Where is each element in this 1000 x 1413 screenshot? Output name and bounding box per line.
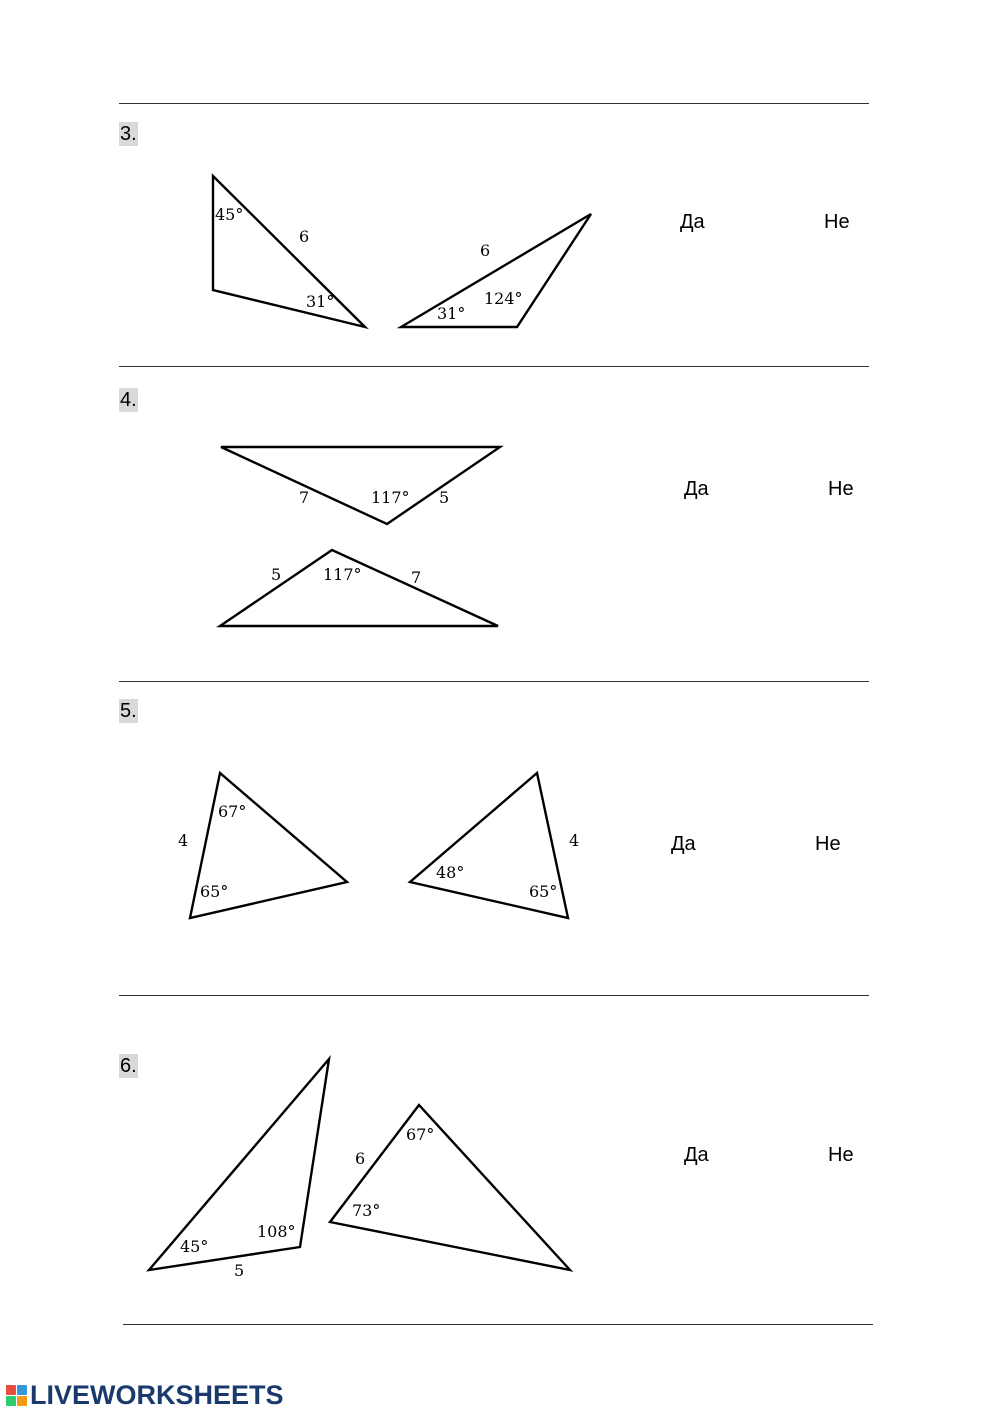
triangle-shape [221, 447, 500, 524]
triangle-shape [149, 1059, 329, 1270]
question-number: 6. [120, 1055, 137, 1077]
angle-label: 117° [323, 565, 362, 584]
logo-text: LIVEWORKSHEETS [30, 1379, 284, 1410]
question-number: 3. [120, 123, 137, 145]
logo-block [17, 1385, 27, 1395]
liveworksheets-logo [6, 1380, 284, 1410]
side-label: 4 [178, 831, 189, 850]
answer-yes[interactable]: Да [671, 833, 696, 855]
angle-label: 65° [200, 882, 229, 901]
logo-block [17, 1396, 27, 1406]
angle-label: 108° [257, 1222, 296, 1241]
question-number: 5. [120, 700, 137, 722]
answer-yes[interactable]: Да [680, 211, 705, 233]
side-label: 6 [299, 227, 310, 246]
logo-block [6, 1396, 16, 1406]
question-number: 4. [120, 389, 137, 411]
side-label: 5 [439, 488, 450, 507]
angle-label: 124° [484, 289, 523, 308]
logo-block [6, 1385, 16, 1395]
side-label: 7 [411, 568, 422, 587]
triangle-shape [401, 214, 591, 327]
liveworksheets-blocks-icon [6, 1385, 27, 1406]
angle-label: 45° [180, 1237, 209, 1256]
angle-label: 45° [215, 205, 244, 224]
triangle-shape [330, 1105, 570, 1270]
side-label: 7 [299, 488, 310, 507]
angle-label: 65° [529, 882, 558, 901]
triangle-shape [213, 176, 365, 327]
angle-label: 48° [436, 863, 465, 882]
answer-no[interactable]: Не [828, 478, 854, 500]
angle-label: 73° [352, 1201, 381, 1220]
answer-no[interactable]: Не [815, 833, 841, 855]
side-label: 5 [271, 565, 282, 584]
side-label: 6 [355, 1149, 366, 1168]
answer-yes[interactable]: Да [684, 478, 709, 500]
answer-yes[interactable]: Да [684, 1144, 709, 1166]
answer-no[interactable]: Не [824, 211, 850, 233]
angle-label: 67° [406, 1125, 435, 1144]
angle-label: 31° [306, 292, 335, 311]
angle-label: 31° [437, 304, 466, 323]
angle-label: 117° [371, 488, 410, 507]
side-label: 6 [480, 241, 491, 260]
side-label: 4 [569, 831, 580, 850]
answer-no[interactable]: Не [828, 1144, 854, 1166]
angle-label: 67° [218, 802, 247, 821]
triangle-shape [220, 550, 498, 626]
side-label: 5 [234, 1261, 245, 1280]
